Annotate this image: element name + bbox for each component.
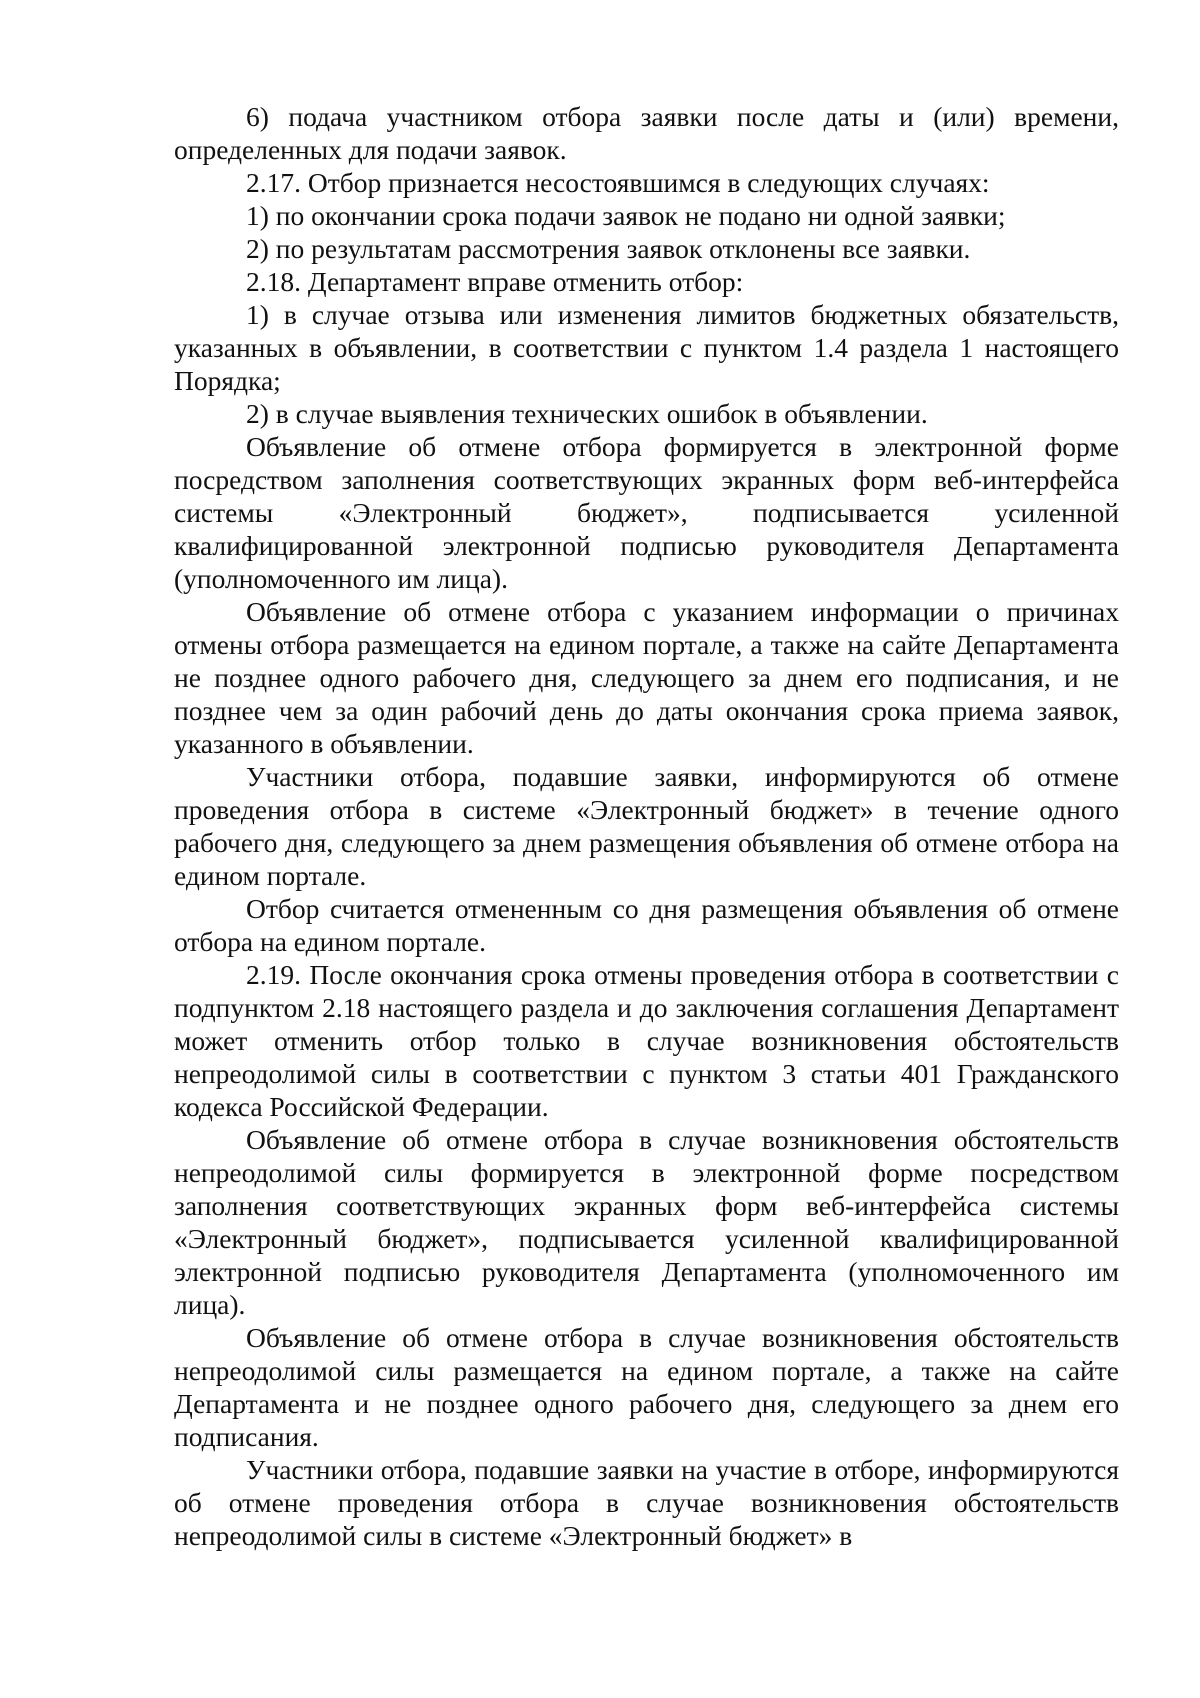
paragraph-2-18-item-1: 1) в случае отзыва или изменения лимитов бюджетных обязательств, указанных в объявлении, в соответствии с пунктом 1.4 раздела 1 настоящего Порядка; bbox=[174, 299, 1119, 396]
paragraph-cancellation-notice-form: Объявление об отмене отбора формируется в электронной форме посредством заполнения соответствующих экранных форм веб-интерфейса системы «Электронный бюджет», подписывается усиленной квалифицированной электронной подписью руководителя Департамента (уполномоченного им лица). bbox=[174, 431, 1119, 594]
paragraph-2-18-item-2: 2) в случае выявления технических ошибок в объявлении. bbox=[246, 398, 928, 429]
document-body bbox=[174, 100, 1119, 1552]
paragraph-cancellation-notice-publication: Объявление об отмене отбора с указанием информации о причинах отмены отбора размещается на едином портале, а также на сайте Департамента не позднее одного рабочего дня, следующего за днем его подписания, и не позднее чем за один рабочий день до даты окончания срока приема заявок, указанного в объявлении. bbox=[174, 596, 1119, 759]
paragraph-cancellation-effective: Отбор считается отмененным со дня размещения объявления об отмене отбора на едином портале. bbox=[174, 893, 1119, 957]
paragraph-2-17-heading: 2.17. Отбор признается несостоявшимся в следующих случаях: bbox=[246, 167, 990, 198]
paragraph-force-majeure-notice-form: Объявление об отмене отбора в случае возникновения обстоятельств непреодолимой силы формируется в электронной форме посредством заполнения соответствующих экранных форм веб-интерфейса системы «Электронный бюджет», подписывается усиленной квалифицированной электронной подписью руководителя Департамента (уполномоченного им лица). bbox=[174, 1124, 1119, 1320]
paragraph-2-18-heading: 2.18. Департамент вправе отменить отбор: bbox=[246, 266, 744, 297]
paragraph-force-majeure-participants-informed: Участники отбора, подавшие заявки на участие в отборе, информируются об отмене проведения отбора в случае возникновения обстоятельств непреодолимой силы в системе «Электронный бюджет» в bbox=[174, 1454, 1119, 1551]
paragraph-2-19: 2.19. После окончания срока отмены проведения отбора в соответствии с подпунктом 2.18 настоящего раздела и до заключения соглашения Департамент может отменить отбор только в случае возникновения обстоятельств непреодолимой силы в соответствии с пунктом 3 статьи 401 Гражданского кодекса Российской Федерации. bbox=[174, 959, 1119, 1122]
paragraph-participants-informed: Участники отбора, подавшие заявки, информируются об отмене проведения отбора в системе «Электронный бюджет» в течение одного рабочего дня, следующего за днем размещения объявления об отмене отбора на едином портале. bbox=[174, 761, 1119, 891]
paragraph-2-17-item-2: 2) по результатам рассмотрения заявок отклонены все заявки. bbox=[246, 233, 971, 264]
paragraph-item-6-late-submission: 6) подача участником отбора заявки после даты и (или) времени, определенных для подачи заявок. bbox=[174, 101, 1119, 165]
paragraph-2-17-item-1: 1) по окончании срока подачи заявок не подано ни одной заявки; bbox=[246, 200, 1006, 231]
paragraph-force-majeure-notice-publication: Объявление об отмене отбора в случае возникновения обстоятельств непреодолимой силы размещается на едином портале, а также на сайте Департамента и не позднее одного рабочего дня, следующего за днем его подписания. bbox=[174, 1322, 1119, 1452]
